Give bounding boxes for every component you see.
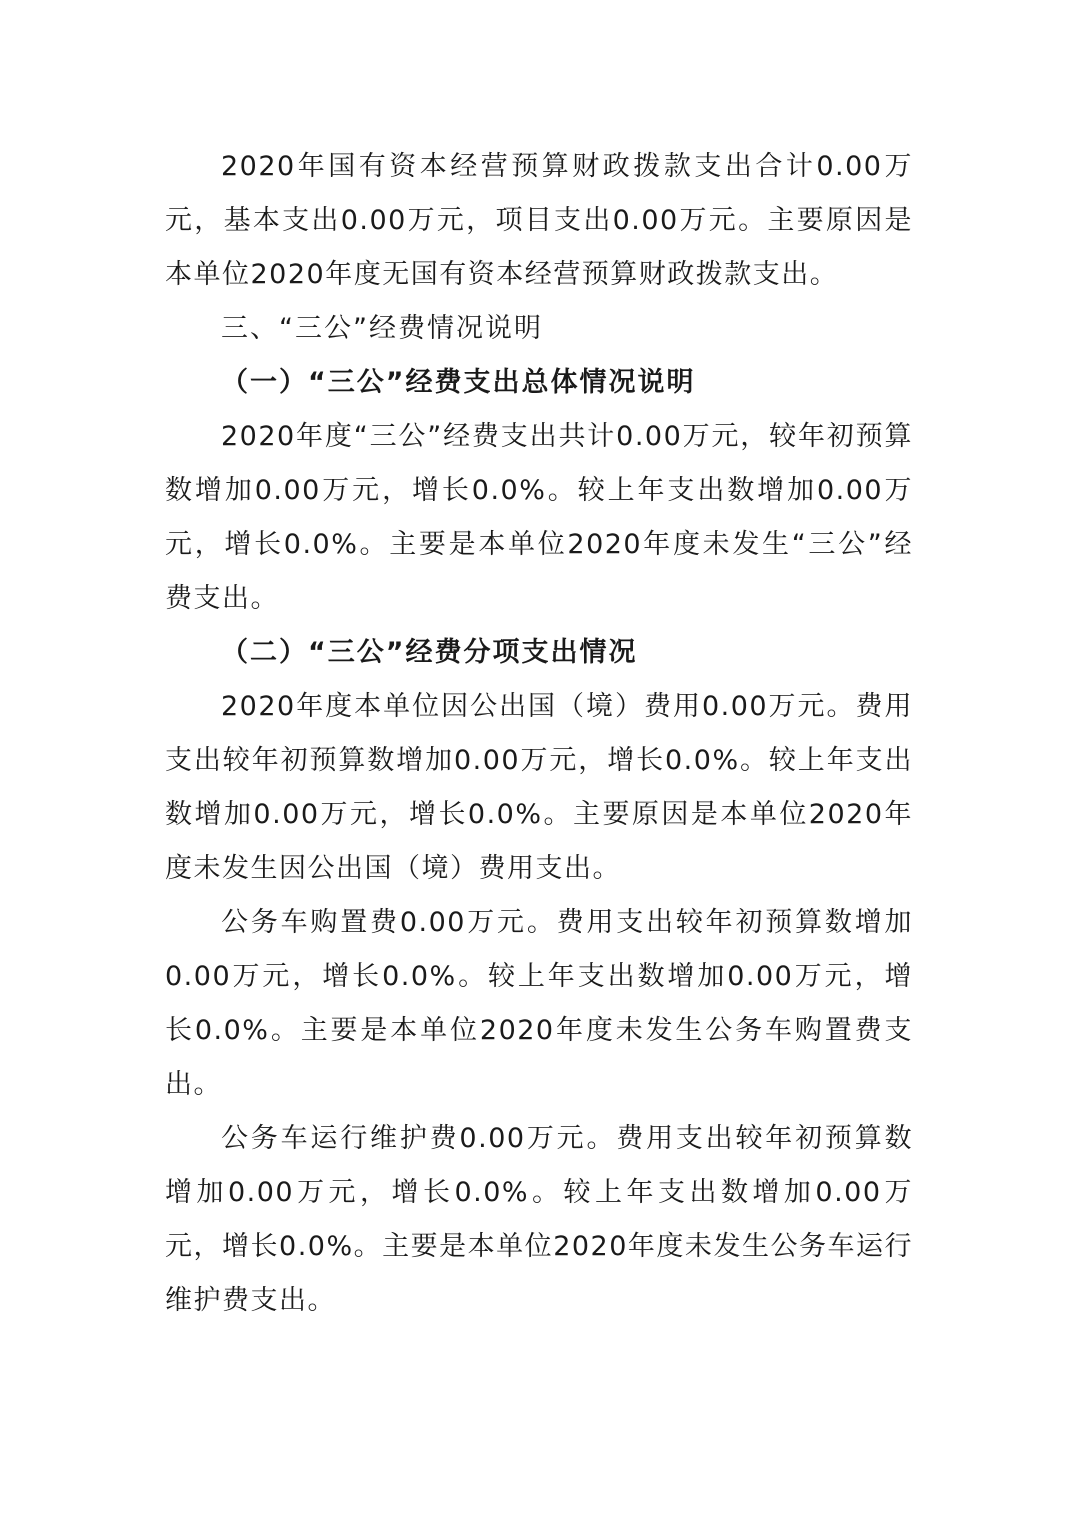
paragraph-overseas-travel: 2020年度本单位因公出国（境）费用0.00万元。费用支出较年初预算数增加0.00万元，增长0.0%。较上年支出数增加0.00万元，增长0.0%。主要原因是本单位2020年度未发生因公出国（境）费用支出。 — [165, 691, 913, 884]
subheading-overall: （一）“三公”经费支出总体情况说明 — [221, 367, 696, 398]
paragraph-vehicle-purchase: 公务车购置费0.00万元。费用支出较年初预算数增加0.00万元，增长0.0%。较上年支出数增加0.00万元，增长0.0%。主要是本单位2020年度未发生公务车购置费支出。 — [165, 907, 913, 1100]
paragraph-overall-expenditure: 2020年度“三公”经费支出共计0.00万元，较年初预算数增加0.00万元，增长0.0%。较上年支出数增加0.00万 元，增长0.0%。主要是本单位2020年度未发生“三公”经费支出。 — [165, 421, 913, 614]
paragraph-state-capital-budget: 2020年国有资本经营预算财政拨款支出合计0.00万元，基本支出0.00万元，项目支出0.00万元。主要原因是本单位2020年度无国有资本经营预算财政拨款支出。 — [165, 151, 913, 290]
document-body — [165, 140, 913, 1328]
section-heading-three-public: 三、“三公”经费情况说明 — [221, 313, 543, 344]
paragraph-vehicle-maintenance: 公务车运行维护费0.00万元。费用支出较年初预算数增加0.00万元，增长0.0%。较上年支出数增加0.00万元，增长0.0%。主要是本单位2020年度未发生公务车运行维护费支出。 — [165, 1123, 913, 1316]
subheading-itemized: （二）“三公”经费分项支出情况 — [221, 637, 638, 668]
